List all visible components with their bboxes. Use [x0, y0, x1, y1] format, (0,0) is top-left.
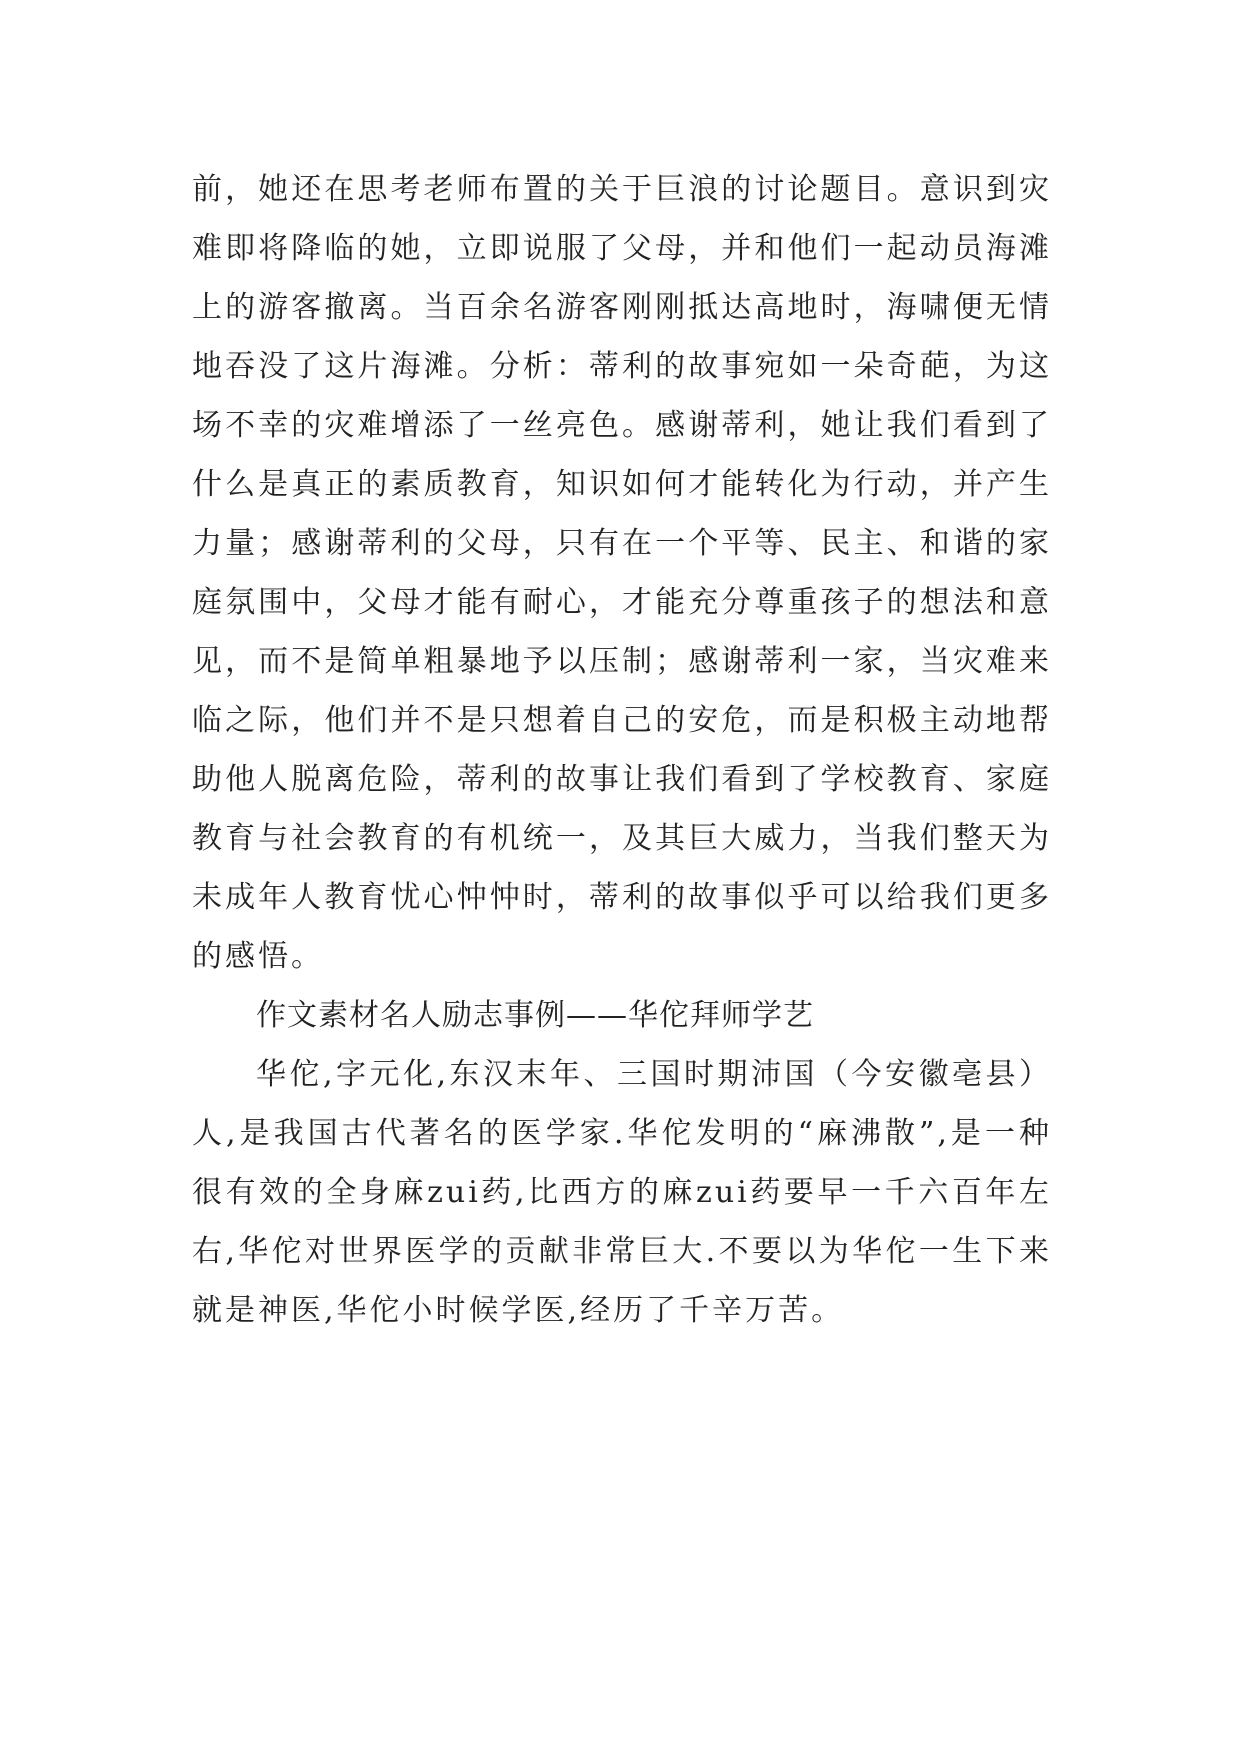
paragraph-hua-tuo: 华佗,字元化,东汉末年、三国时期沛国（今安徽亳县）人,是我国古代著名的医学家.华佗发明的“麻沸散”,是一种很有效的全身麻zui药,比西方的麻zui药要早一千六百年左右,华佗对世界医学的贡献非常巨大.不要以为华佗一生下来就是神医,华佗小时候学医,经历了千辛万苦。: [192, 1057, 1052, 1328]
section-heading: 作文素材名人励志事例——华佗拜师学艺: [256, 998, 814, 1033]
paragraph-story-analysis: 前，她还在思考老师布置的关于巨浪的讨论题目。意识到灾难即将降临的她，立即说服了父母，并和他们一起动员海滩上的游客撤离。当百余名游客刚刚抵达高地时，海啸便无情地吞没了这片海滩。分析：蒂利的故事宛如一朵奇葩，为这场不幸的灾难增添了一丝亮色。感谢蒂利，她让我们看到了什么是真正的素质教育，知识如何才能转化为行动，并产生力量；感谢蒂利的父母，只有在一个平等、民主、和谐的家庭氛围中，父母才能有耐心，才能充分尊重孩子的想法和意见，而不是简单粗暴地予以压制；感谢蒂利一家，当灾难来临之际，他们并不是只想着自己的安危，而是积极主动地帮助他人脱离危险，蒂利的故事让我们看到了学校教育、家庭教育与社会教育的有机统一，及其巨大威力，当我们整天为未成年人教育忧心忡忡时，蒂利的故事似乎可以给我们更多的感悟。: [192, 172, 1052, 974]
document-body: [192, 160, 1052, 1340]
